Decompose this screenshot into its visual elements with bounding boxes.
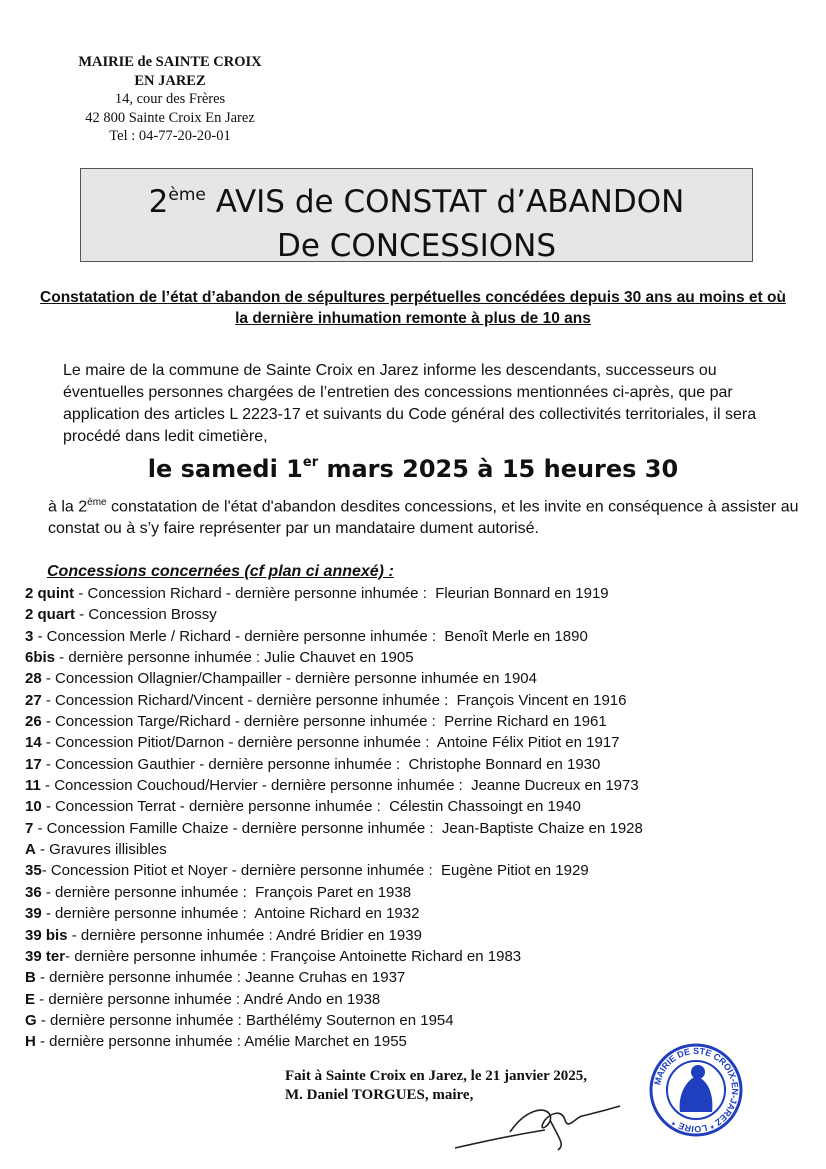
concession-id: 2 quart: [25, 606, 76, 624]
concession-item: [25, 818, 643, 839]
concession-id: 39 bis: [25, 926, 68, 944]
concession-id: 3: [25, 627, 34, 645]
mairie-header: [50, 53, 290, 146]
concession-item: [25, 754, 643, 775]
concession-item: [25, 690, 643, 711]
concession-text: - Concession Ollagnier/Champailler - dernière personne inhumée en 1904: [41, 670, 537, 688]
concession-id: 35: [25, 862, 42, 880]
concession-id: B: [25, 969, 36, 987]
concession-id: E: [25, 990, 36, 1008]
concession-text: - Concession Terrat - dernière personne inhumée : Célestin Chassoingt en 1940: [41, 798, 581, 816]
concession-text: - Concession Pitiot et Noyer - dernière personne inhumée : Eugène Pitiot en 1929: [41, 862, 589, 880]
concession-item: [25, 967, 643, 988]
subtitle: Constatation de l’état d’abandon de sépultures perpétuelles concédées depuis 30 ans au moins et où la dernière inhumation remonte à plus de 10 ans: [40, 289, 786, 327]
mairie-stamp: [648, 1042, 744, 1138]
concession-id: 7: [25, 819, 34, 837]
concession-text: - Concession Richard - dernière personne inhumée : Fleurian Bonnard en 1919: [74, 585, 609, 602]
concession-text: - Concession Merle / Richard - dernière personne inhumée : Benoît Merle en 1890: [33, 627, 588, 645]
concession-item: [25, 860, 643, 881]
concession-id: G: [25, 1011, 37, 1029]
mairie-name-1: MAIRIE de SAINTE CROIX: [78, 54, 262, 70]
place-date: Fait à Sainte Croix en Jarez, le 21 janvier 2025,: [285, 1068, 588, 1084]
intro-paragraph: Le maire de la commune de Sainte Croix en Jarez informe les descendants, successeurs ou éventuelles personnes chargées de l’entretien des concessions mentionnées ci-après, que par application des articles L 2223-17 et suivants du Code général des collectivités territoriales, il sera procédé dans ledit cimetière,: [63, 362, 757, 445]
concession-id: A: [25, 841, 36, 859]
concession-id: 36: [25, 883, 42, 901]
concession-text: - dernière personne inhumée : André Ando en 1938: [35, 990, 381, 1008]
list-title: Concessions concernées (cf plan ci annexé) :: [47, 563, 394, 580]
concession-item: [25, 989, 643, 1010]
concession-item: [25, 1010, 643, 1031]
invite-paragraph: à la 2ème constatation de l'état d'abandon desdites concessions, et les invite en conséquence à assister au constat ou à s’y faire représenter par un mandataire dument autorisé.: [48, 497, 799, 538]
concession-text: - dernière personne inhumée : Jeanne Cruhas en 1937: [35, 969, 406, 987]
concession-text: - dernière personne inhumée : Barthélémy Souternon en 1954: [36, 1011, 454, 1029]
signer: M. Daniel TORGUES, maire,: [285, 1087, 474, 1103]
concession-item: [25, 583, 643, 604]
concession-text: - Gravures illisibles: [35, 841, 167, 859]
concession-id: H: [25, 1033, 36, 1051]
concession-text: - dernière personne inhumée : Antoine Richard en 1932: [41, 905, 420, 923]
title-box: [80, 168, 753, 262]
concession-item: [25, 925, 643, 946]
concession-text: - Concession Gauthier - dernière personne inhumée : Christophe Bonnard en 1930: [41, 755, 601, 773]
mairie-name-2: EN JAREZ: [134, 72, 206, 89]
concession-id: 28: [25, 670, 42, 688]
concession-id: 17: [25, 755, 42, 773]
concession-text: - Concession Targe/Richard - dernière personne inhumée : Perrine Richard en 1961: [41, 713, 607, 731]
concession-id: 39: [25, 905, 42, 923]
concession-id: 2 quint: [25, 585, 75, 602]
concession-item: [25, 839, 643, 860]
concession-item: [25, 775, 643, 796]
concession-item: [25, 711, 643, 732]
svg-text:MAIRIE DE STE CROIX-EN-JAREZ *: MAIRIE DE STE CROIX-EN-JAREZ * LOIRE *: [652, 1045, 741, 1135]
concession-text: - Concession Famille Chaize - dernière personne inhumée : Jean-Baptiste Chaize en 1928: [33, 819, 643, 837]
title-line-2: De CONCESSIONS: [276, 228, 557, 264]
concession-text: - Concession Richard/Vincent - dernière personne inhumée : François Vincent en 1916: [41, 691, 627, 709]
concession-item: [25, 1031, 643, 1052]
concession-id: 10: [25, 798, 42, 816]
address-city: 42 800 Sainte Croix En Jarez: [85, 109, 255, 126]
concessions-list: [25, 583, 643, 1053]
concession-item: [25, 732, 643, 753]
concession-item: [25, 647, 643, 668]
concession-item: [25, 668, 643, 689]
concession-item: [25, 946, 643, 967]
phone: Tel : 04-77-20-20-01: [109, 128, 231, 144]
concession-id: 14: [25, 734, 42, 752]
concession-item: [25, 903, 643, 924]
title-line-1: 2ème AVIS de CONSTAT d’ABANDON: [148, 184, 685, 220]
handwritten-signature: [450, 1090, 630, 1155]
concession-item: [25, 626, 643, 647]
concession-text: - Concession Pitiot/Darnon - dernière personne inhumée : Antoine Félix Pitiot en 1917: [41, 734, 620, 752]
concession-text: - dernière personne inhumée : Amélie Marchet en 1955: [35, 1033, 407, 1051]
concession-text: - dernière personne inhumée : Françoise Antoinette Richard en 1983: [65, 947, 522, 965]
concession-id: 6bis: [25, 649, 56, 667]
concession-id: 27: [25, 691, 42, 709]
address-street: 14, cour des Frères: [114, 91, 226, 107]
concession-id: 26: [25, 713, 42, 731]
event-date: le samedi 1er mars 2025 à 15 heures 30: [147, 455, 679, 483]
concession-text: - Concession Couchoud/Hervier - dernière personne inhumée : Jeanne Ducreux en 1973: [40, 777, 639, 795]
concession-text: - Concession Brossy: [75, 606, 217, 624]
concession-text: - dernière personne inhumée : André Bridier en 1939: [67, 926, 422, 944]
concession-text: - dernière personne inhumée : Julie Chauvet en 1905: [55, 649, 414, 667]
concession-item: [25, 604, 643, 625]
concession-item: [25, 882, 643, 903]
concession-id: 39 ter: [25, 947, 66, 965]
concession-id: 11: [25, 777, 41, 795]
concession-item: [25, 796, 643, 817]
concession-text: - dernière personne inhumée : François Paret en 1938: [41, 883, 412, 901]
